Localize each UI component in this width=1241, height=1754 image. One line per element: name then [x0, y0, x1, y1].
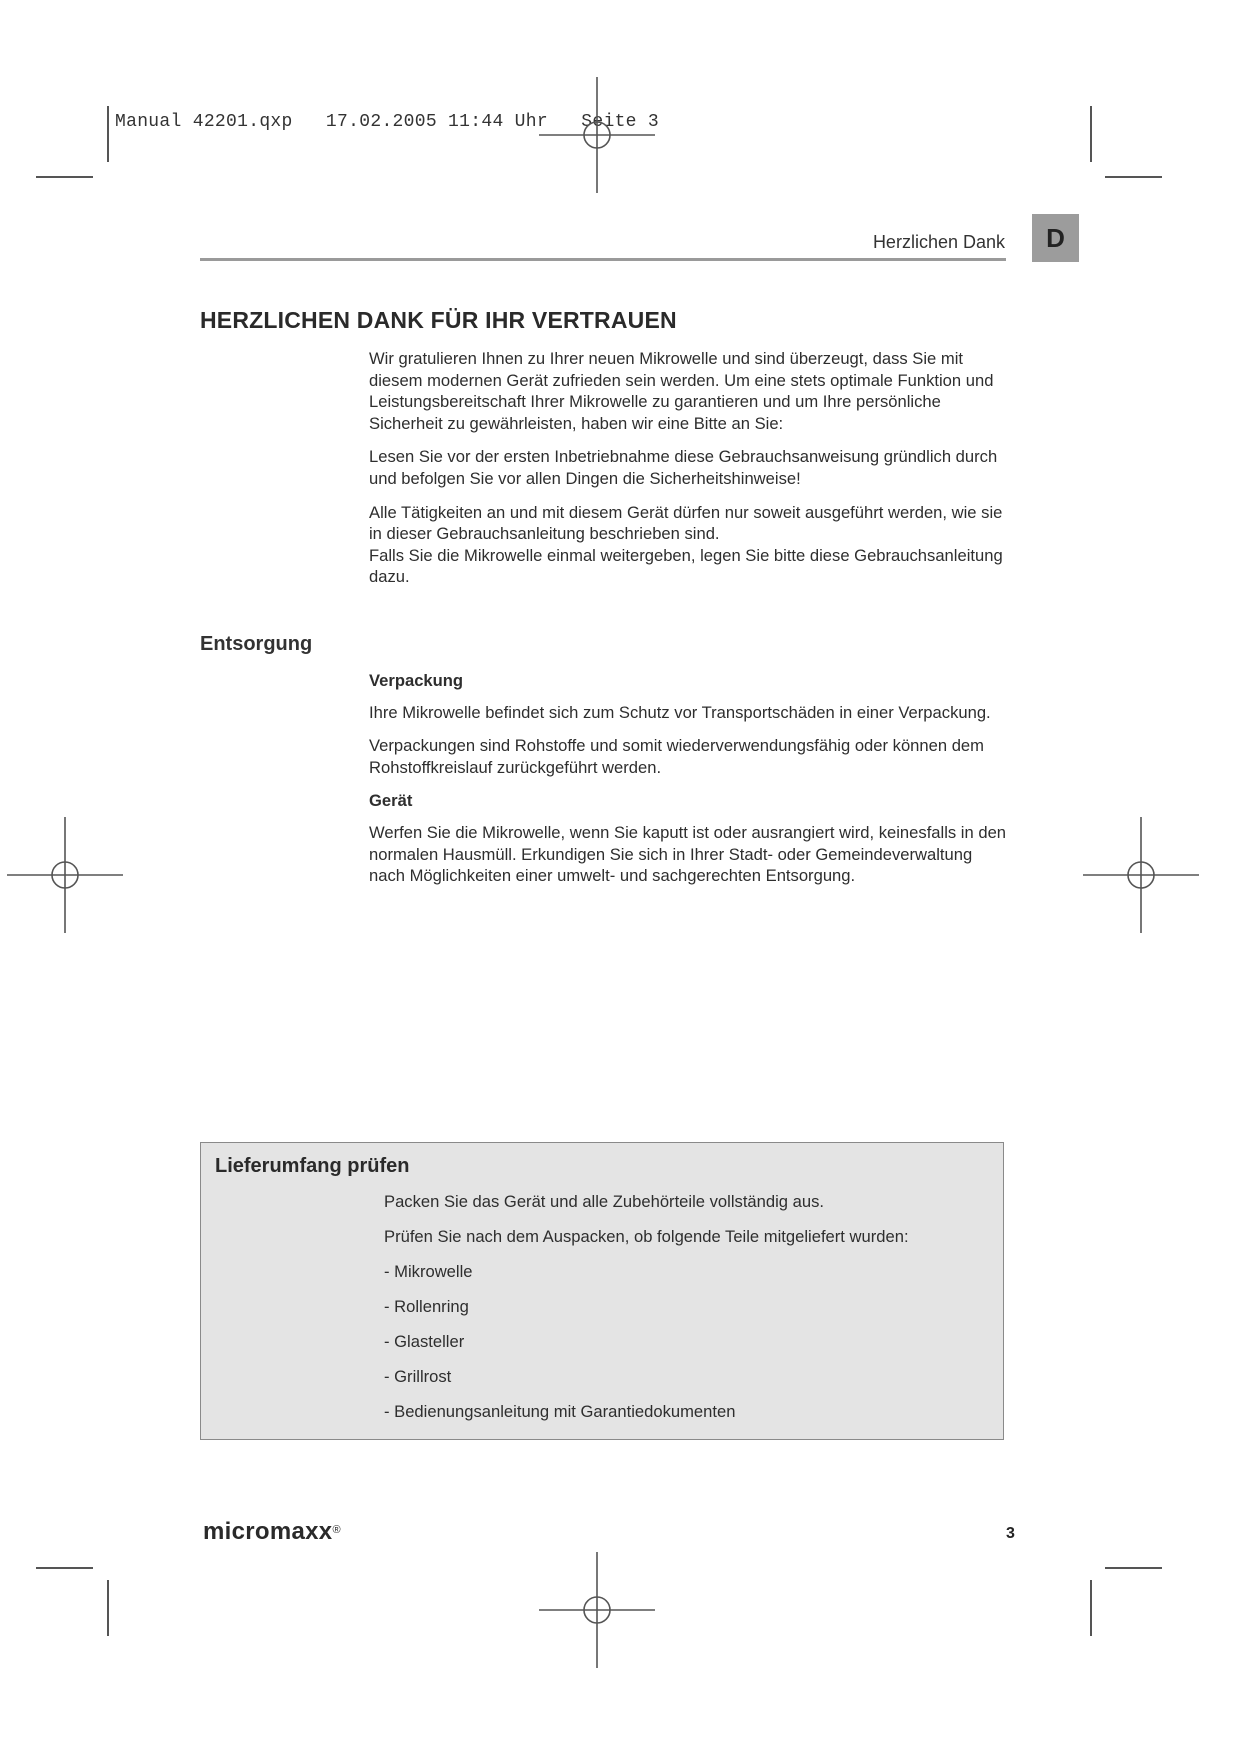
delivery-check-heading: Lieferumfang prüfen [215, 1155, 410, 1177]
registration-mark-icon [1083, 817, 1199, 933]
delivery-check-box [200, 1142, 1004, 1440]
running-header-title: Herzlichen Dank [872, 232, 1005, 252]
list-item: - Mikrowelle [384, 1262, 473, 1281]
intro-paragraph: Lesen Sie vor der ersten Inbetriebnahme diese Gebrauchsanweisung gründlich durch und befolgen Sie vor allen Dingen die Sicherheitshinweise! [369, 447, 998, 488]
delivery-check-body [384, 1191, 984, 1436]
delivery-check-text: Prüfen Sie nach dem Auspacken, ob folgende Teile mitgeliefert wurden: [384, 1227, 909, 1246]
brand-logo [203, 1518, 341, 1546]
delivery-intro: Packen Sie das Gerät und alle Zubehörteile vollständig aus. [384, 1192, 825, 1211]
list-item: - Rollenring [384, 1297, 469, 1316]
page-title: HERZLICHEN DANK FÜR IHR VERTRAUEN [200, 307, 677, 333]
crop-mark [107, 1580, 109, 1636]
intro-section [369, 348, 1009, 600]
registration-mark-icon [539, 1552, 655, 1668]
packaging-paragraph: Verpackungen sind Rohstoffe und somit wiederverwendungsfähig oder können dem Rohstoffkreislauf zurückgeführt werden. [369, 736, 984, 777]
crop-mark [36, 176, 93, 178]
language-tab: D [1032, 214, 1079, 262]
device-paragraph: Werfen Sie die Mikrowelle, wenn Sie kaputt ist oder ausrangiert wird, keinesfalls in den normalen Hausmüll. Erkundigen Sie sich in Ihrer Stadt- oder Gemeindeverwaltung nach Möglichkeiten einer umwelt- und sachgerechten Entsorgung. [369, 822, 1007, 886]
list-item: - Glasteller [384, 1332, 465, 1351]
section-heading-disposal: Entsorgung [200, 633, 313, 655]
crop-mark [1105, 1567, 1162, 1569]
list-item: - Bedienungsanleitung mit Garantiedokumenten [384, 1402, 736, 1421]
registration-mark-icon [7, 817, 123, 933]
subheading-device: Gerät [369, 791, 413, 811]
crop-mark [1105, 176, 1162, 178]
brand-name: micromaxx [203, 1518, 333, 1545]
header-divider [200, 258, 1006, 261]
page-number: 3 [1006, 1525, 1015, 1542]
registration-mark-icon [539, 77, 655, 193]
intro-paragraph: Alle Tätigkeiten an und mit diesem Gerät dürfen nur soweit ausgeführt werden, wie sie in dieser Gebrauchsanleitung beschrieben sind. [369, 502, 1003, 544]
intro-paragraph: Falls Sie die Mikrowelle einmal weitergeben, legen Sie bitte diese Gebrauchsanleitung dazu. [369, 545, 1003, 587]
intro-paragraph: Wir gratulieren Ihnen zu Ihrer neuen Mikrowelle und sind überzeugt, dass Sie mit diesem modernen Gerät zufrieden sein werden. Um eine stets optimale Funktion und Leistungsbereitschaft Ihrer Mikrowelle zu garantieren und um Ihre persönliche Sicherheit zu gewährleisten, haben wir eine Bitte an Sie: [369, 349, 994, 433]
print-slug: Manual 42201.qxp 17.02.2005 11:44 Uhr Seite 3 [115, 112, 659, 132]
list-item: - Grillrost [384, 1367, 452, 1386]
crop-mark [1090, 1580, 1092, 1636]
subheading-packaging: Verpackung [369, 671, 464, 690]
registered-mark: ® [332, 1524, 341, 1536]
crop-mark [36, 1567, 93, 1569]
crop-mark [107, 106, 109, 162]
packaging-paragraph: Ihre Mikrowelle befindet sich zum Schutz vor Transportschäden in einer Verpackung. [369, 702, 991, 722]
crop-mark [1090, 106, 1092, 162]
disposal-section [369, 670, 1009, 899]
